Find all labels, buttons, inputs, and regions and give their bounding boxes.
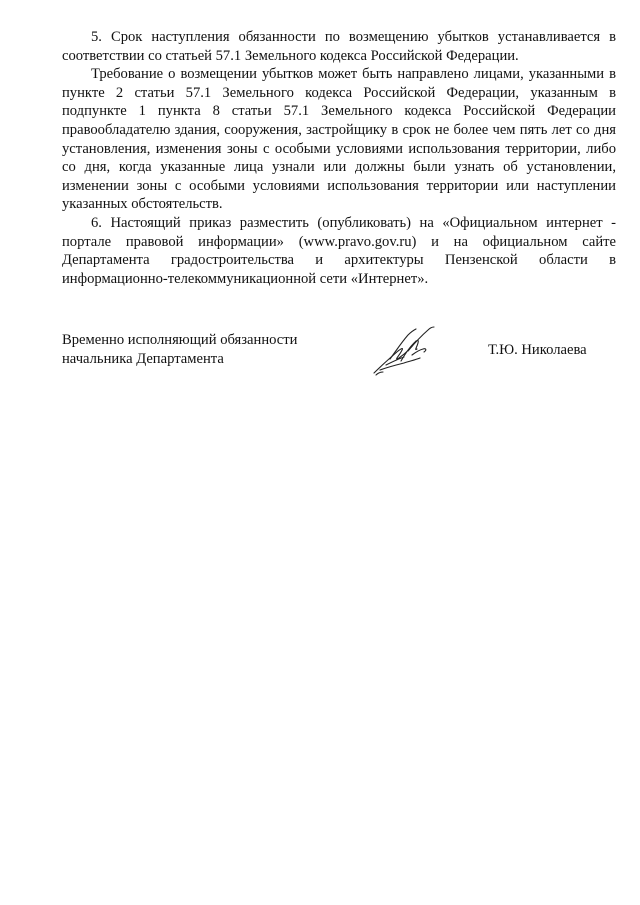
handwritten-signature [368, 321, 438, 377]
signer-position [62, 331, 297, 368]
signer-position-line-2: начальника Департамента [62, 350, 224, 367]
paragraph-damages-claim: Требование о возмещении убытков может быть направлено лицами, указанными в пункте 2 статьи 57.1 Земельного кодекса Российской Федерации, указанным в подпункте 1 пункта 8 статьи 57.1 Земельного кодекса Российской Федерации правообладателю здания, сооружения, застройщику в срок не более чем пять лет со дня установления, изменения зоны с особыми условиями использования территории, либо со дня, когда указанные лица узнали или должны были узнать об установлении, изменении зоны с особыми условиями использования территории или наступлении указанных обстоятельств. [62, 66, 616, 213]
document-body [62, 28, 616, 288]
signature-block [62, 331, 616, 401]
paragraph-item-6: 6. Настоящий приказ разместить (опубликовать) на «Официальном интернет - портале правовой информации» (www.pravo.gov.ru) и на официальном сайте Департамента градостроительства и архитектуры Пензенской области в информационно-телекоммуникационной сети «Интернет». [62, 214, 616, 287]
signer-name: Т.Ю. Николаева [488, 342, 587, 358]
signer-position-line-1: Временно исполняющий обязанности [62, 332, 298, 348]
paragraph-item-5: 5. Срок наступления обязанности по возмещению убытков устанавливается в соответствии со статьей 57.1 Земельного кодекса Российской Федерации. [62, 29, 616, 64]
